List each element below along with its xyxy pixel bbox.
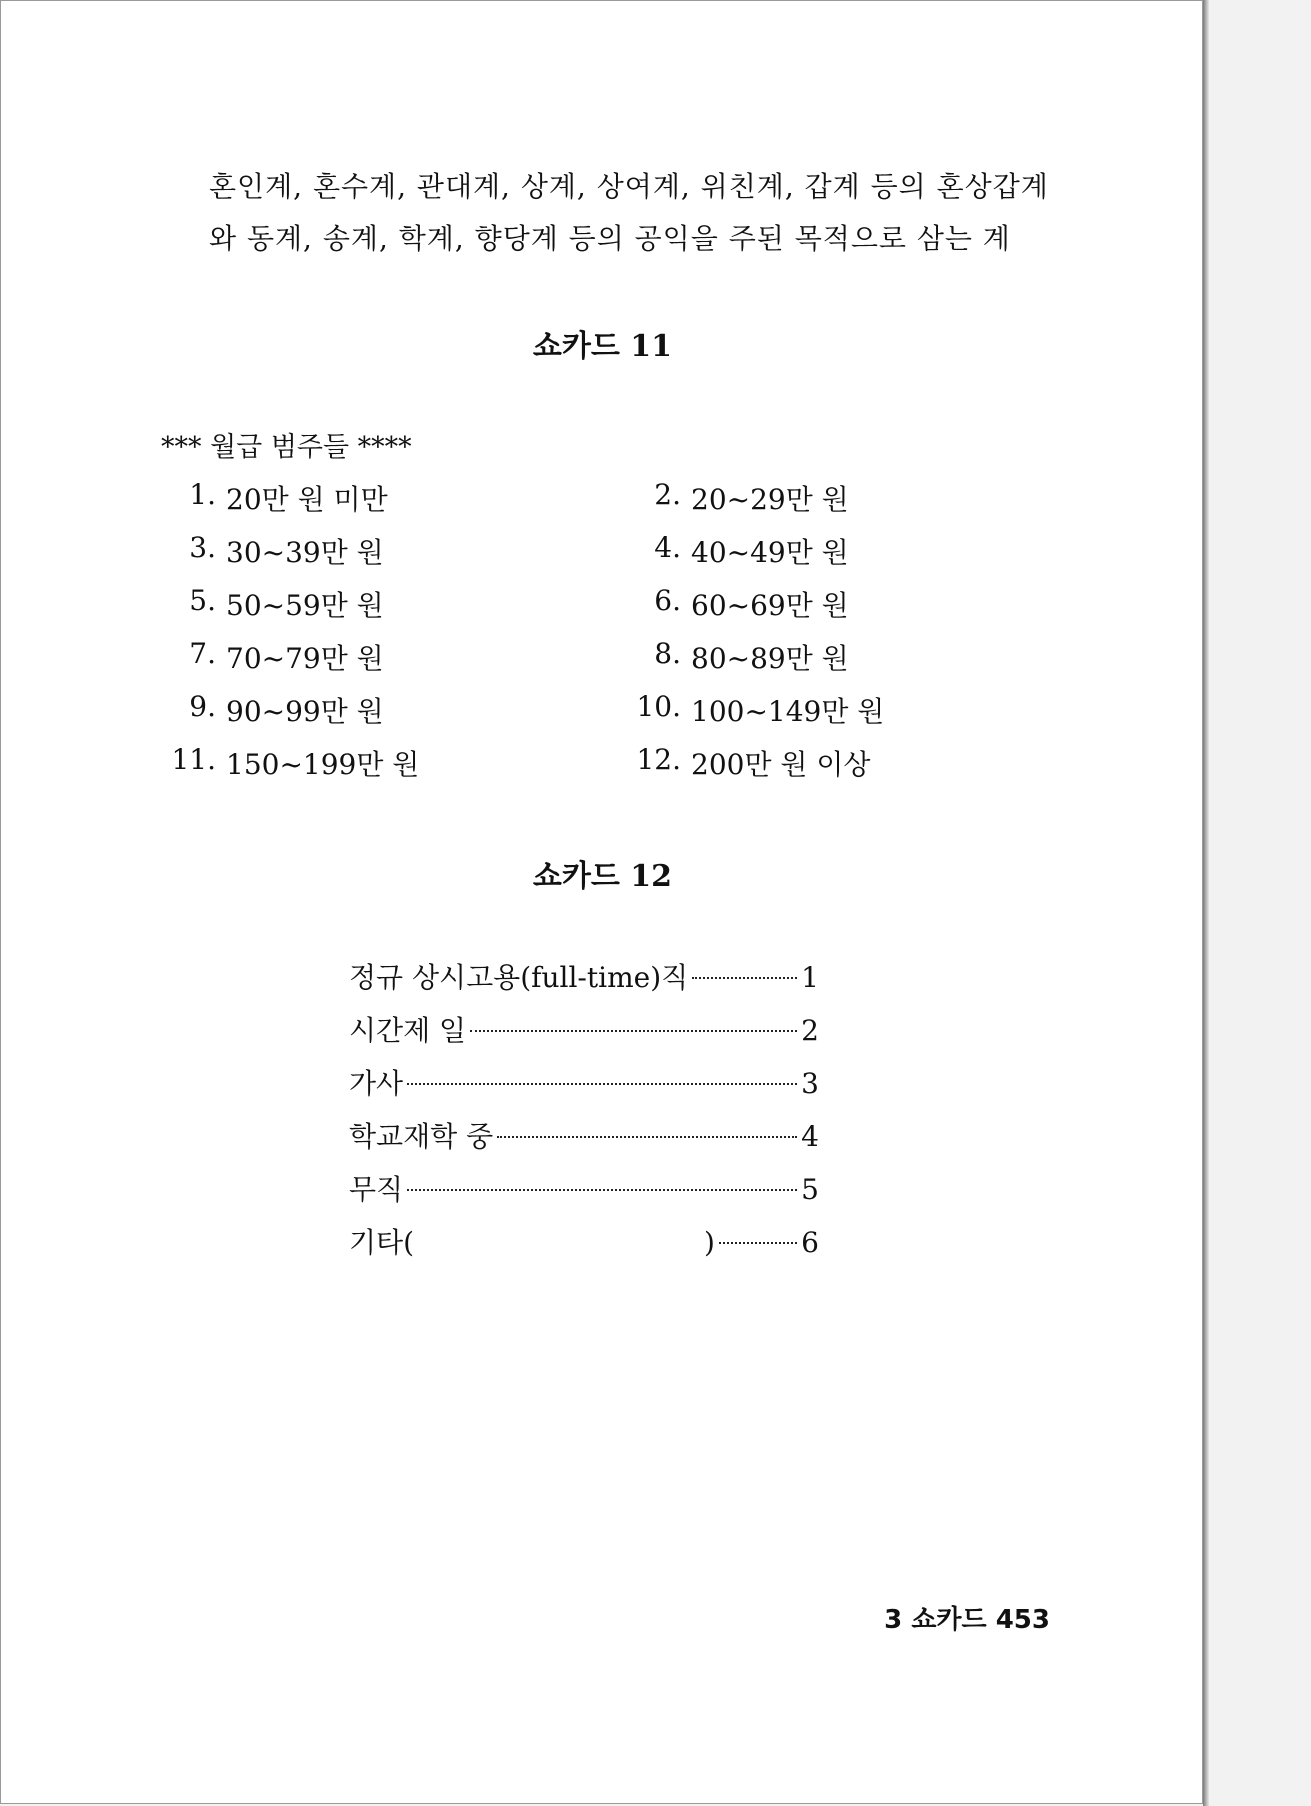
salary-row <box>161 577 921 630</box>
salary-option <box>631 584 921 624</box>
option-number: 12. <box>636 742 681 776</box>
option-label: 80~89만 원 <box>691 641 849 675</box>
salary-option <box>161 690 631 730</box>
dot-leader <box>470 1030 797 1032</box>
intro-line: 혼인계, 혼수계, 관대계, 상계, 상여계, 위친계, 갑계 등의 혼상갑계 <box>209 170 1049 203</box>
option-number: 10. <box>636 689 681 723</box>
status-label: 무직 <box>349 1173 404 1206</box>
salary-option <box>631 690 921 730</box>
status-code: 3 <box>801 1067 819 1100</box>
salary-row <box>161 736 921 789</box>
option-number: 3. <box>189 530 216 564</box>
option-number: 2. <box>654 477 681 511</box>
option-label: 70~79만 원 <box>226 641 384 675</box>
salary-row <box>161 524 921 577</box>
salary-option <box>161 584 631 624</box>
option-label: 30~39만 원 <box>226 535 384 569</box>
option-number: 6. <box>654 583 681 617</box>
salary-row <box>161 683 921 736</box>
status-label: 시간제 일 <box>349 1014 467 1047</box>
status-code: 4 <box>801 1120 819 1153</box>
option-number: 7. <box>189 636 216 670</box>
option-number: 11. <box>171 742 216 776</box>
status-code: 1 <box>801 961 819 994</box>
salary-option <box>161 743 631 783</box>
option-label: 40~49만 원 <box>691 535 849 569</box>
option-label: 100~149만 원 <box>691 694 885 728</box>
salary-option <box>161 531 631 571</box>
intro-line: 와 동계, 송계, 학계, 향당계 등의 공익을 주된 목적으로 삼는 계 <box>209 222 1011 255</box>
option-label: 150~199만 원 <box>226 747 420 781</box>
salary-option <box>631 743 921 783</box>
salary-option <box>631 478 921 518</box>
option-label: 60~69만 원 <box>691 588 849 622</box>
option-number: 4. <box>654 530 681 564</box>
status-label: 학교재학 중 <box>349 1120 494 1153</box>
salary-option <box>161 637 631 677</box>
status-code: 5 <box>801 1173 819 1206</box>
salary-categories-header: *** 월급 범주들 **** <box>161 432 412 463</box>
dot-leader <box>719 1242 797 1244</box>
option-number: 8. <box>654 636 681 670</box>
status-label: 정규 상시고용(full-time)직 <box>349 961 689 994</box>
status-code: 2 <box>801 1014 819 1047</box>
salary-category-list <box>161 471 921 789</box>
page-edge-shadow <box>1203 0 1209 1806</box>
salary-row <box>161 630 921 683</box>
status-label-close: ) <box>704 1226 715 1259</box>
option-label: 20만 원 미만 <box>226 482 388 516</box>
employment-status-list <box>349 951 819 1269</box>
option-label: 200만 원 이상 <box>691 747 871 781</box>
status-item <box>349 1004 819 1057</box>
status-item <box>349 951 819 1004</box>
salary-option <box>161 478 631 518</box>
dot-leader <box>407 1189 797 1191</box>
salary-option <box>631 637 921 677</box>
status-label: 가사 <box>349 1067 404 1100</box>
dot-leader <box>497 1136 797 1138</box>
dot-leader <box>407 1083 797 1085</box>
option-label: 90~99만 원 <box>226 694 384 728</box>
option-label: 20~29만 원 <box>691 482 849 516</box>
status-code: 6 <box>801 1226 819 1259</box>
status-label: 기타( <box>349 1226 415 1259</box>
option-number: 1. <box>189 477 216 511</box>
salary-option <box>631 531 921 571</box>
card12-title: 쇼카드 12 <box>532 859 673 894</box>
option-label: 50~59만 원 <box>226 588 384 622</box>
dot-leader <box>692 977 797 979</box>
salary-row <box>161 471 921 524</box>
status-item <box>349 1163 819 1216</box>
status-item-other <box>349 1216 819 1269</box>
status-item <box>349 1110 819 1163</box>
page-footer: 3 쇼카드 453 <box>884 1605 1050 1635</box>
option-number: 5. <box>189 583 216 617</box>
card11-title: 쇼카드 11 <box>532 329 673 364</box>
intro-paragraph <box>209 161 1089 265</box>
option-number: 9. <box>189 689 216 723</box>
status-item <box>349 1057 819 1110</box>
